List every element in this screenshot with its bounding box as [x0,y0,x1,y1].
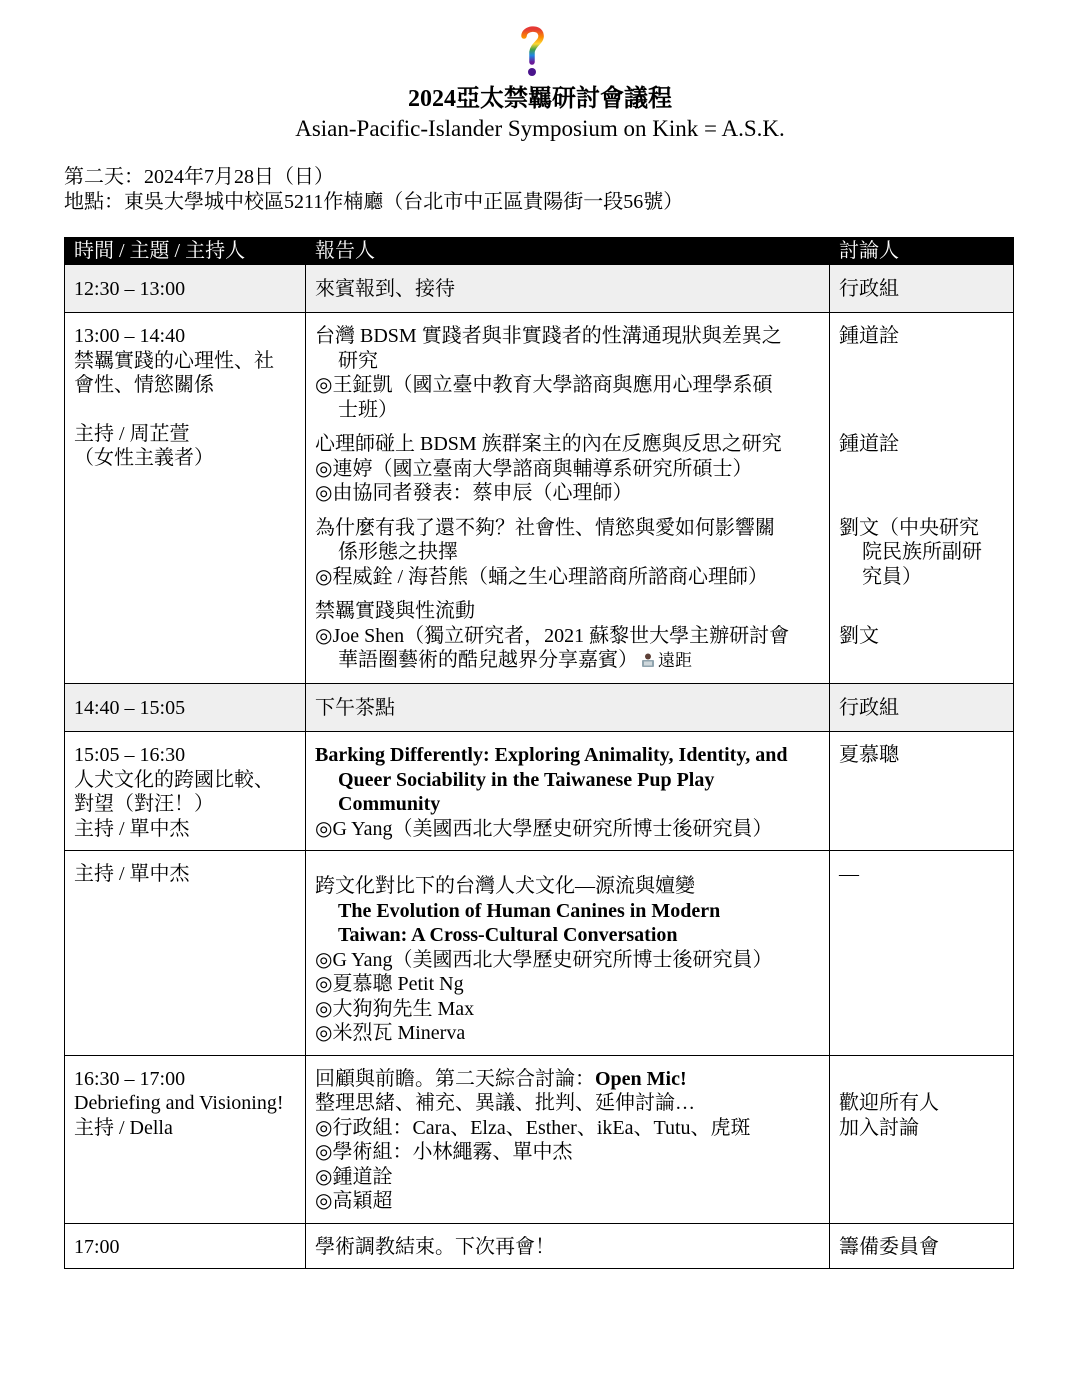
row-talk: 學術調教結束。下次再會！ [306,1223,830,1269]
row-discussant: 行政組 [830,264,1014,313]
talk-title-line [315,1067,821,1092]
row-discussant: 籌備委員會 [830,1223,1014,1269]
table-row [65,851,1014,1056]
title-block [0,84,1080,144]
table-header-row [65,238,1014,265]
talk-speaker: ◎行政組：Cara、Elza、Esther、ikEa、Tutu、虎斑 [315,1116,751,1139]
discussant: 院民族所副研 [862,541,982,563]
talk-description: 整理思緒、補充、異議、批判、延伸討論… [315,1092,695,1114]
session-host: 主持 / 周芷萱 [74,422,190,445]
talk-title: Taiwan: A Cross-Cultural Conversation [338,924,678,946]
row-discussant: — [830,851,1014,1056]
row-talks [306,732,830,851]
talk-speaker: ◎學術組：小林繩霧、單中杰 [315,1141,573,1163]
session-host: 主持 / Della [74,1116,173,1139]
talk-title: 回顧與前瞻。第二天綜合討論： [315,1067,595,1090]
event-meta [64,165,683,215]
talk-title: 跨文化對比下的台灣人犬文化—源流與嬗變 [315,875,695,897]
session-topic: 人犬文化的跨國比較、 [74,768,274,791]
talk-speaker: 華語圈藝術的酷兒越界分享嘉賓） [338,649,638,671]
session-host: 主持 / 單中杰 [74,817,190,840]
talk-title: 係形態之抉擇 [338,541,458,563]
row-talk: 來賓報到、接待 [306,264,830,313]
talk-speaker-line [315,648,821,674]
talk-title: Barking Differently: Exploring Animality, Identity, and [315,744,788,766]
talk-title: The Evolution of Human Canines in Modern [338,899,721,922]
talk-speaker: ◎G Yang（美國西北大學歷史研究所博士後研究員） [315,948,773,971]
talk-entry [315,599,821,674]
row-discussants [830,1055,1014,1223]
row-time: 12:30 – 13:00 [65,264,306,313]
row-talks [306,1055,830,1223]
session-topic: 對望（對汪！） [74,793,214,815]
row-time: 17:00 [65,1223,306,1269]
question-mark-logo [518,24,546,80]
talk-speaker: ◎G Yang（美國西北大學歷史研究所博士後研究員） [315,817,773,840]
session-topic: 禁羈實踐的心理性、社 [74,349,274,372]
table-row [65,732,1014,851]
col-header-speaker: 報告人 [306,238,830,265]
session-host-note: （女性主義者） [74,447,214,469]
discussant: 鍾道詮 [839,325,899,347]
session-time: 15:05 – 16:30 [74,744,186,766]
agenda-table [64,237,1014,1269]
discussant: 劉文（中央研究 [839,516,979,539]
talk-speaker: 士班） [338,398,398,421]
page-title: 2024亞太禁羈研討會議程 [408,86,672,112]
table-row [65,313,1014,684]
talk-title-en: Open Mic! [595,1067,687,1090]
discussant: 究員） [862,565,922,588]
talk-speaker: ◎程威銓 / 海苔熊（蛹之生心理諮商所諮商心理師） [315,565,769,588]
laptop-person-icon [640,652,656,668]
page-subtitle: Asian-Pacific-Islander Symposium on Kink = A.S.K. [295,116,785,141]
table-row [65,683,1014,732]
talk-speaker: ◎Joe Shen（獨立研究者，2021 蘇黎世大學主辦研討會 [315,624,790,647]
table-row [65,1223,1014,1269]
talk-speaker: ◎鍾道詮 [315,1165,393,1188]
talk-entry [315,432,821,506]
talk-speaker: ◎高穎超 [315,1190,393,1212]
talk-title: 台灣 BDSM 實踐者與非實踐者的性溝通現狀與差異之 [315,325,782,347]
talk-title: 研究 [338,349,378,372]
discussant: 鍾道詮 [839,433,899,455]
talk-speaker: ◎連婷（國立臺南大學諮商與輔導系研究所碩士） [315,457,753,480]
discussant: 劉文 [839,624,879,647]
session-host: 主持 / 單中杰 [65,851,306,1056]
talk-speaker: ◎夏慕聰 Petit Ng [315,973,464,995]
talk-speaker: ◎米烈瓦 Minerva [315,1022,466,1044]
session-topic: 會性、情慾關係 [74,374,214,396]
talk-title: Queer Sociability in the Taiwanese Pup Play [338,768,715,791]
row-talks [306,851,830,1056]
col-header-time: 時間 / 主題 / 主持人 [65,238,306,265]
talk-speaker: ◎王鉦凱（國立臺中教育大學諮商與應用心理學系碩 [315,374,773,396]
event-venue: 地點：東吳大學城中校區5211作楠廳（台北市中正區貴陽街一段56號） [64,191,684,213]
talk-entry [315,516,821,590]
col-header-discussant: 討論人 [830,238,1014,265]
remote-label: 遠距 [658,651,692,670]
row-time-topic [65,1055,306,1223]
row-time-topic [65,732,306,851]
row-discussant: 夏慕聰 [830,732,1014,851]
talk-speaker: ◎由協同者發表：蔡申辰（心理師） [315,482,633,504]
talk-entry [315,324,821,422]
discussant: 歡迎所有人 [839,1092,939,1114]
row-time: 14:40 – 15:05 [65,683,306,732]
row-talks [306,313,830,684]
talk-title: 心理師碰上 BDSM 族群案主的內在反應與反思之研究 [315,433,782,455]
talk-title: 禁羈實踐與性流動 [315,600,475,622]
table-row [65,1055,1014,1223]
row-talk: 下午茶點 [306,683,830,732]
session-time: 13:00 – 14:40 [74,325,186,347]
table-row [65,264,1014,313]
event-day: 第二天：2024年7月28日（日） [64,166,334,188]
discussant: 加入討論 [839,1116,919,1139]
row-time-topic [65,313,306,684]
talk-title: Community [338,793,441,815]
talk-title: 為什麼有我了還不夠？社會性、情慾與愛如何影響關 [315,516,775,539]
row-discussant: 行政組 [830,683,1014,732]
row-discussants [830,313,1014,684]
session-time: 16:30 – 17:00 [74,1067,186,1090]
talk-speaker: ◎大狗狗先生 Max [315,997,475,1020]
session-topic: Debriefing and Visioning! [74,1092,284,1114]
